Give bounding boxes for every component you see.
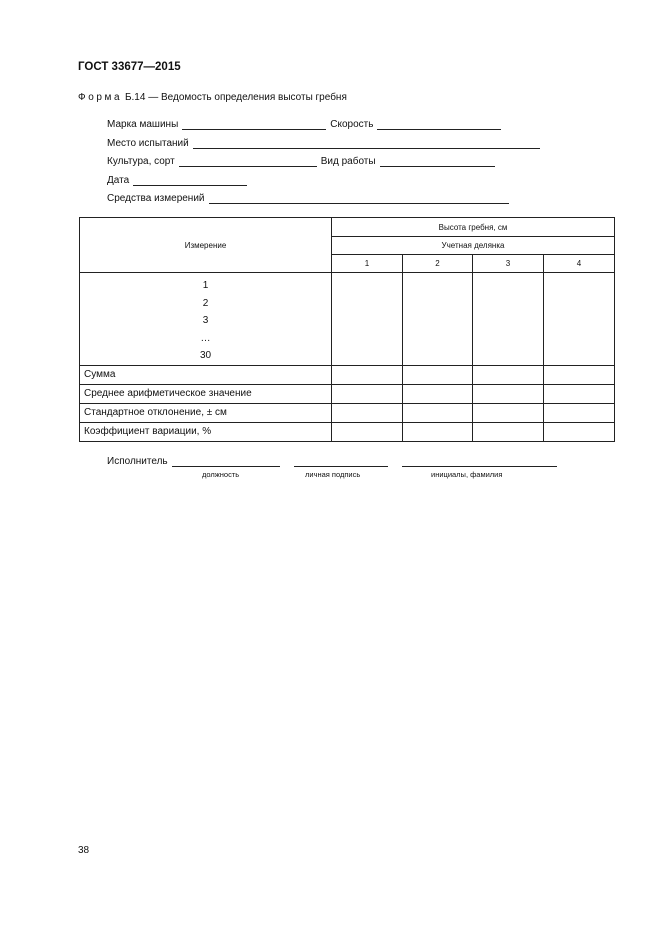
data-cell[interactable] — [544, 422, 615, 441]
work-type-line[interactable] — [380, 155, 495, 167]
measurement-index: 3 — [202, 315, 209, 326]
data-cell[interactable] — [332, 384, 403, 403]
measurement-index: 2 — [202, 297, 209, 309]
field-row-machine — [107, 118, 505, 130]
work-type-label: Вид работы — [320, 156, 376, 167]
data-cell[interactable] — [403, 384, 473, 403]
crop-variety-line[interactable] — [179, 155, 317, 167]
form-caption — [78, 92, 347, 103]
data-cell[interactable] — [403, 422, 473, 441]
data-cell[interactable] — [332, 365, 403, 384]
data-cell[interactable] — [403, 273, 473, 366]
plot-number: 4 — [544, 255, 615, 273]
name-caption: инициалы, фамилия — [431, 470, 503, 479]
data-cell[interactable] — [473, 403, 544, 422]
form-title: Б.14 — Ведомость определения высоты гребня — [124, 92, 347, 103]
page-number: 38 — [78, 845, 90, 856]
form-word: Форма — [78, 92, 123, 103]
date-line[interactable] — [133, 174, 247, 186]
data-cell[interactable] — [544, 384, 615, 403]
height-header: Высота гребня, см — [332, 218, 615, 237]
plot-number: 2 — [403, 255, 473, 273]
signature-line[interactable] — [294, 456, 388, 467]
plot-number: 3 — [473, 255, 544, 273]
instruments-label: Средства измерений — [107, 193, 205, 204]
data-cell[interactable] — [544, 365, 615, 384]
summary-label-mean: Среднее арифметическое значение — [80, 384, 332, 403]
measurement-index: 1 — [202, 280, 209, 291]
data-cell[interactable] — [473, 384, 544, 403]
data-cell[interactable] — [332, 403, 403, 422]
data-cell[interactable] — [403, 403, 473, 422]
speed-line[interactable] — [377, 118, 501, 130]
crop-variety-label: Культура, сорт — [107, 156, 175, 167]
position-line[interactable] — [172, 456, 280, 467]
measurement-index: 30 — [199, 350, 212, 361]
name-line[interactable] — [402, 456, 557, 467]
data-cell[interactable] — [544, 403, 615, 422]
executor-row — [107, 456, 561, 467]
summary-label-stddev: Стандартное отклонение, ± см — [80, 403, 332, 422]
test-site-label: Место испытаний — [107, 138, 189, 149]
machine-brand-label: Марка машины — [107, 119, 179, 130]
field-row-site — [107, 137, 544, 149]
summary-label-cv: Коэффициент вариации, % — [80, 422, 332, 441]
data-cell[interactable] — [473, 273, 544, 366]
measurement-index: … — [200, 332, 211, 344]
executor-label: Исполнитель — [107, 456, 168, 467]
plot-number: 1 — [332, 255, 403, 273]
standard-code: ГОСТ 33677—2015 — [78, 61, 181, 73]
data-cell[interactable] — [473, 365, 544, 384]
instruments-line[interactable] — [209, 192, 509, 204]
measurement-table — [79, 217, 615, 442]
field-row-date — [107, 174, 251, 186]
data-cell[interactable] — [473, 422, 544, 441]
data-cell[interactable] — [403, 365, 473, 384]
data-cell[interactable] — [544, 273, 615, 366]
test-site-line[interactable] — [193, 137, 540, 149]
plot-header: Учетная делянка — [332, 237, 615, 255]
signature-caption: личная подпись — [305, 470, 361, 479]
position-caption: должность — [202, 470, 240, 479]
data-cell[interactable] — [332, 273, 403, 366]
summary-label-sum: Сумма — [80, 365, 332, 384]
field-row-crop — [107, 155, 499, 167]
field-row-instruments — [107, 192, 513, 204]
data-cell[interactable] — [332, 422, 403, 441]
date-label: Дата — [107, 175, 130, 186]
machine-brand-line[interactable] — [182, 118, 326, 130]
measurement-list — [80, 273, 332, 366]
speed-label: Скорость — [330, 119, 374, 130]
measurement-header: Измерение — [80, 218, 332, 273]
